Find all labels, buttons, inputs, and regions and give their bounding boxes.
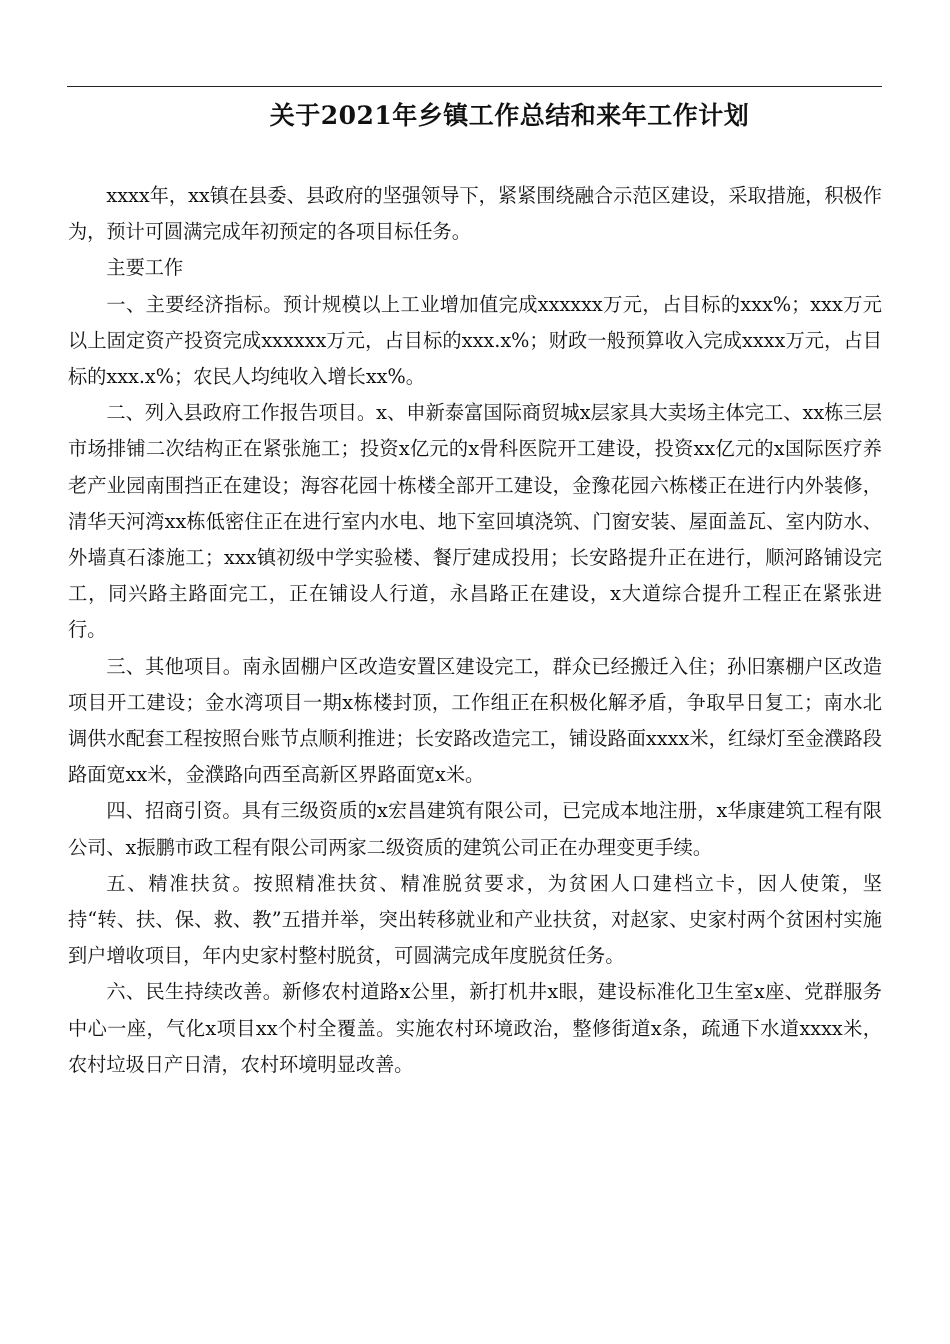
paragraph-poverty-alleviation: 五、精准扶贫。按照精准扶贫、精准脱贫要求，为贫困人口建档立卡，因人使策，坚持“转、扶、保、救、教”五措并举，突出转移就业和产业扶贫，对赵家、史家村两个贫困村实施到户增收项目，年内史家村整村脱贫，可圆满完成年度脱贫任务。 (68, 871, 882, 968)
section-heading-main-work: 主要工作 (106, 256, 184, 280)
header-rule (67, 86, 882, 87)
paragraph-livelihood: 六、民生持续改善。新修农村道路x公里，新打机井x眼，建设标准化卫生室x座、党群服务中心一座，气化x项目xx个村全覆盖。实施农村环境政治，整修街道x条，疏通下水道xxxx米，农村垃圾日产日清，农村环境明显改善。 (68, 980, 882, 1076)
paragraph-investment-attraction: 四、招商引资。具有三级资质的x宏昌建筑有限公司，已完成本地注册，x华康建筑工程有限公司、x振鹏市政工程有限公司两家二级资质的建筑公司正在办理变更手续。 (68, 799, 882, 859)
paragraph-economic-indicators: 一、主要经济指标。预计规模以上工业增加值完成xxxxxx万元，占目标的xxx%；xxx万元以上固定资产投资完成xxxxxx万元，占目标的xxx.x%；财政一般预算收入完成xxxx万元，占目标的xxx.x%；农民人均纯收入增长xx%。 (68, 292, 882, 389)
document-body (68, 178, 882, 1083)
document-title: 关于2021年乡镇工作总结和来年工作计划 (269, 101, 750, 130)
paragraph-government-projects: 二、列入县政府工作报告项目。x、申新泰富国际商贸城x层家具大卖场主体完工、xx栋三层市场排铺二次结构正在紧张施工；投资x亿元的x骨科医院开工建设，投资xx亿元的x国际医疗养老产业园南围挡正在建设；海容花园十栋楼全部开工建设，金豫花园六栋楼正在进行内外装修，清华天河湾xx栋低密住正在进行室内水电、地下室回填浇筑、门窗安装、屋面盖瓦、室内防水、外墙真石漆施工；xxx镇初级中学实验楼、餐厅建成投用；长安路提升正在进行，顺河路铺设完工，同兴路主路面完工，正在铺设人行道，永昌路正在建设，x大道综合提升工程正在紧张进行。 (68, 401, 882, 642)
paragraph-other-projects: 三、其他项目。南永固棚户区改造安置区建设完工，群众已经搬迁入住；孙旧寨棚户区改造项目开工建设；金水湾项目一期x栋楼封顶，工作组正在积极化解矛盾，争取早日复工；南水北调供水配套工程按照台账节点顺利推进；长安路改造完工，铺设路面xxxx米，红绿灯至金濮路段路面宽xx米，金濮路向西至高新区界路面宽x米。 (68, 654, 882, 787)
intro-paragraph: xxxx年，xx镇在县委、县政府的坚强领导下，紧紧围绕融合示范区建设，采取措施，积极作为，预计可圆满完成年初预定的各项目标任务。 (68, 184, 882, 244)
